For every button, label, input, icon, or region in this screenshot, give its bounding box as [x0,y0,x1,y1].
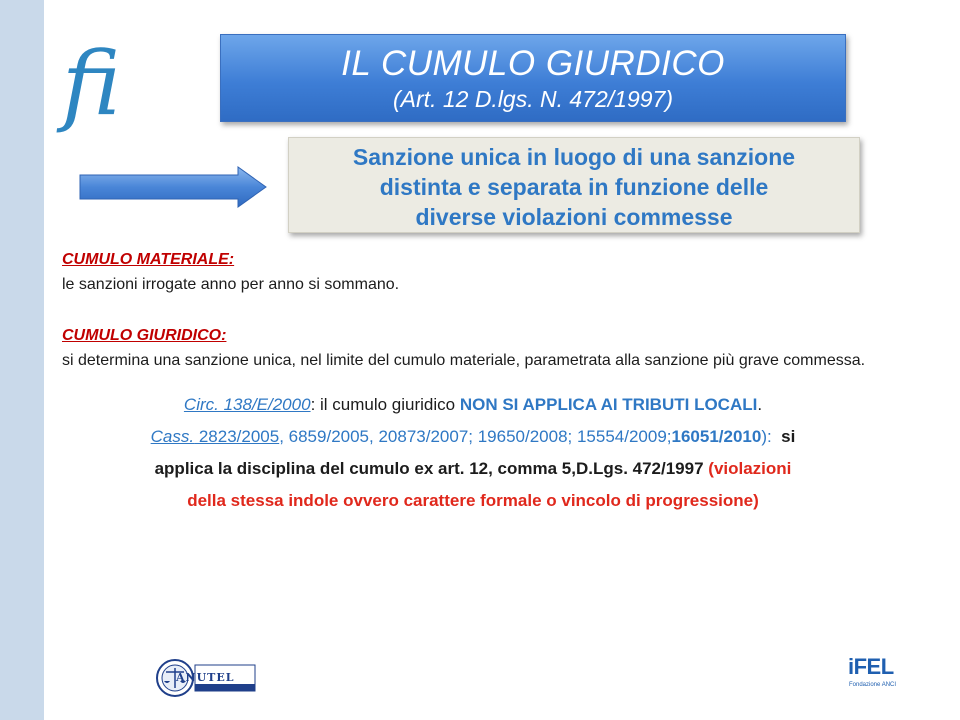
circ-line: Circ. 138/E/2000: il cumulo giuridico NON SI APPLICA AI TRIBUTI LOCALI. [183,395,763,414]
anutel-logo-text: ANUTEL [176,671,235,684]
page-subtitle: (Art. 12 D.lgs. N. 472/1997) [393,86,673,112]
fi-logo-icon: ﬁ [62,32,121,135]
cass-list: , 6859/2005, 20873/2007; 19650/2008; 15554/2009; [279,427,672,446]
subtitle-line-3: diverse violazioni commesse [415,204,733,230]
ifel-logo: iFEL [848,654,894,679]
side-band [0,0,44,720]
subtitle-line-2: distinta e separata in funzione delle [379,174,769,200]
circ-reference: Circ. 138/E/2000 [183,395,311,414]
title-box [220,34,846,122]
arrow-right-icon [78,165,268,209]
circ-text: : il cumulo giuridico [310,395,460,414]
cass-line-3: della stessa indole ovvero carattere formale o vincolo di progressione) [187,491,759,510]
cumulo-giuridico-heading: CUMULO GIURIDICO: [62,327,227,344]
content [62,247,884,517]
subtitle-box [288,137,860,233]
cumulo-giuridico-text: si determina una sanzione unica, nel limite del cumulo materiale, parametrata alla sanzione più grave commessa. [62,352,866,369]
ifel-logo-subtitle: Fondazione ANCI [849,682,897,688]
cass-reference: Cass. [150,427,195,446]
page-title: IL CUMULO GIURDICO [341,44,725,83]
cass-line-1: Cass. 2823/2005, 6859/2005, 20873/2007; 19650/2008; 15554/2009;16051/2010): si [150,427,796,446]
subtitle-line-1: Sanzione unica in luogo di una sanzione [352,144,796,170]
cass-line-2: applica la disciplina del cumulo ex art. 12, comma 5,D.Lgs. 472/1997 (violazioni [154,459,792,478]
circ-bold: NON SI APPLICA AI TRIBUTI LOCALI [459,395,758,414]
cumulo-materiale-text: le sanzioni irrogate anno per anno si sommano. [62,276,400,293]
cumulo-materiale-heading: CUMULO MATERIALE: [62,251,235,268]
